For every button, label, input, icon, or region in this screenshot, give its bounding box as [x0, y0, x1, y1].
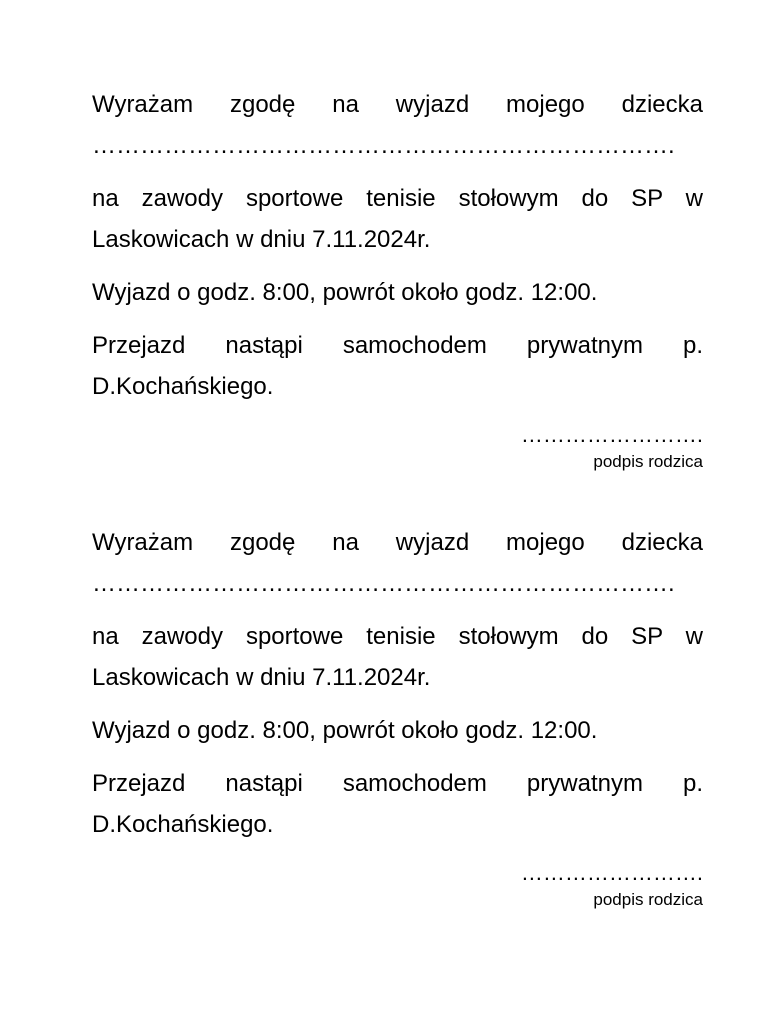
signature-caption: podpis rodzica	[593, 452, 703, 471]
consent-slip	[92, 522, 703, 911]
signature-blank: …………………….	[520, 422, 703, 447]
consent-slip	[92, 84, 703, 473]
transport-paragraph: Przejazd nastąpi samochodem prywatnym p. D.Kochańskiego.	[92, 770, 703, 838]
child-name-blank: ……………………………………………………………….	[92, 132, 675, 159]
consent-paragraph	[92, 522, 703, 604]
consent-intro-text: Wyrażam zgodę na wyjazd mojego dziecka	[92, 91, 703, 118]
event-paragraph: na zawody sportowe tenisie stołowym do SP w Laskowicach w dniu 7.11.2024r.	[92, 185, 703, 253]
transport-paragraph: Przejazd nastąpi samochodem prywatnym p. D.Kochańskiego.	[92, 332, 703, 400]
consent-intro-text: Wyrażam zgodę na wyjazd mojego dziecka	[92, 529, 703, 556]
departure-paragraph: Wyjazd o godz. 8:00, powrót około godz. 12:00.	[92, 279, 598, 306]
departure-paragraph: Wyjazd o godz. 8:00, powrót około godz. 12:00.	[92, 717, 598, 744]
child-name-blank: ……………………………………………………………….	[92, 570, 675, 597]
event-paragraph: na zawody sportowe tenisie stołowym do SP w Laskowicach w dniu 7.11.2024r.	[92, 623, 703, 691]
signature-blank: …………………….	[520, 860, 703, 885]
consent-paragraph	[92, 84, 703, 166]
signature-caption: podpis rodzica	[593, 890, 703, 909]
